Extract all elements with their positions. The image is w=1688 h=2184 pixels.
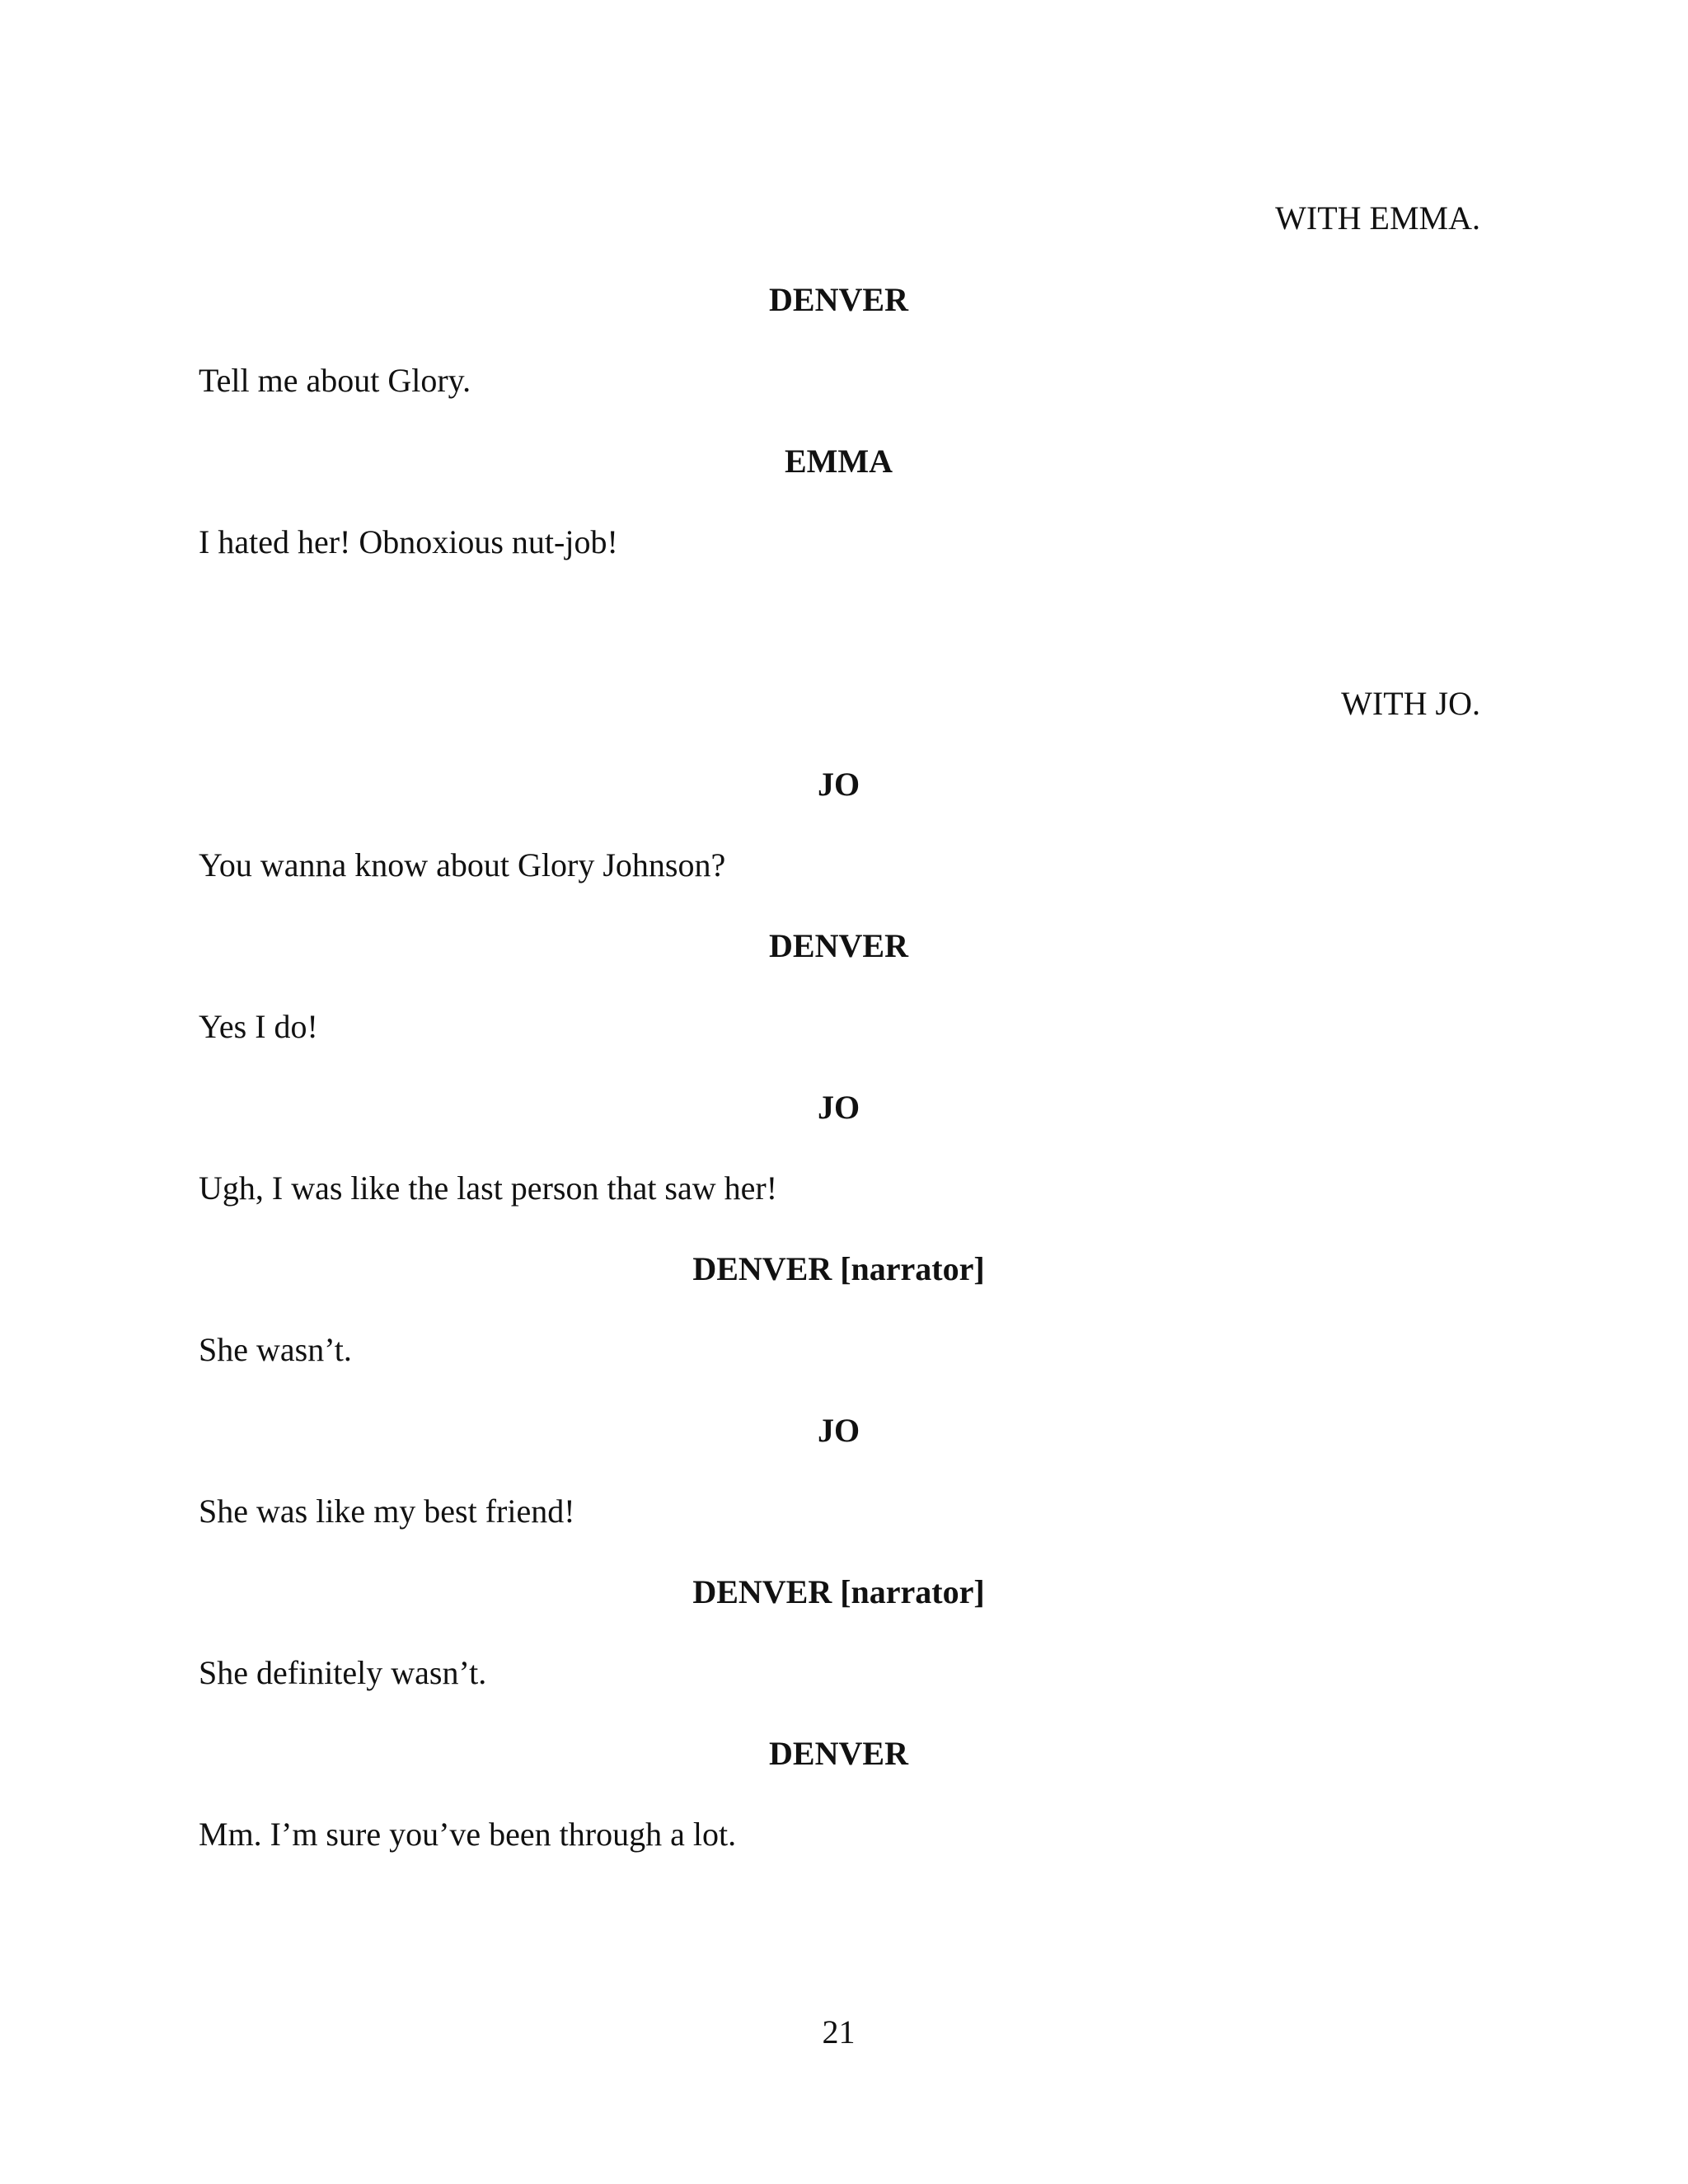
speaker-name: EMMA [784, 443, 893, 480]
dialogue-line: Yes I do! [199, 1008, 318, 1045]
dialogue-line: She was like my best friend! [199, 1493, 575, 1530]
speaker-name: JO [817, 766, 860, 803]
scene-transition-jo: WITH JO. [1341, 685, 1480, 722]
scene-transition-emma: WITH EMMA. [1275, 199, 1480, 237]
page-number: 21 [822, 2013, 856, 2050]
dialogue-line: I hated her! Obnoxious nut-job! [199, 523, 618, 560]
dialogue-line: Mm. I’m sure you’ve been through a lot. [199, 1816, 737, 1853]
dialogue-line: You wanna know about Glory Johnson? [199, 846, 726, 883]
speaker-name: DENVER [769, 1735, 908, 1772]
speaker-name: DENVER [769, 281, 908, 318]
speaker-name: DENVER [narrator] [692, 1250, 985, 1287]
speaker-name: JO [817, 1412, 860, 1449]
dialogue-line: Tell me about Glory. [199, 362, 471, 399]
dialogue-line: Ugh, I was like the last person that saw her! [199, 1169, 778, 1207]
dialogue-line: She wasn’t. [199, 1331, 352, 1368]
speaker-name: JO [817, 1089, 860, 1126]
speaker-name: DENVER [769, 927, 908, 964]
dialogue-line: She definitely wasn’t. [199, 1654, 487, 1691]
speaker-name: DENVER [narrator] [692, 1573, 985, 1610]
